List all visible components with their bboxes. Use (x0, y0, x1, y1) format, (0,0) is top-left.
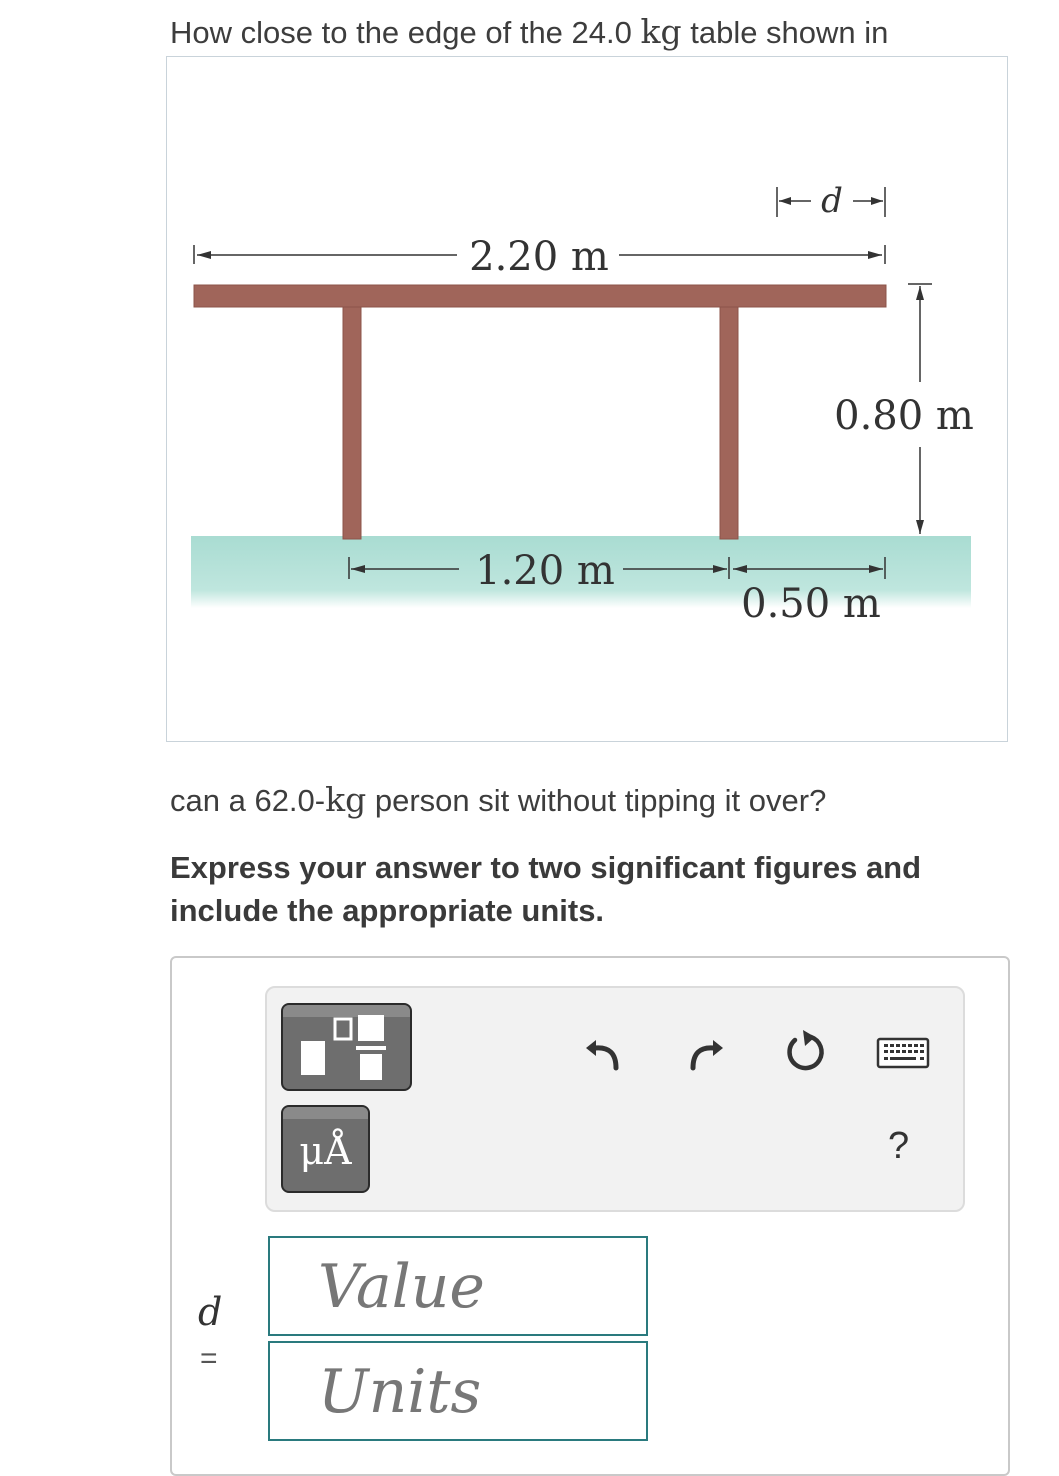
units-button[interactable] (281, 1105, 370, 1193)
unit-kg: kg (325, 780, 367, 819)
units-placeholder: Units (318, 1357, 482, 1427)
value-placeholder: Value (318, 1252, 485, 1322)
answer-instructions: Express your answer to two significant figures and include the appropriate units. (170, 850, 922, 928)
undo-icon[interactable] (582, 1028, 626, 1072)
templates-button[interactable] (281, 1003, 412, 1091)
table-figure (166, 56, 1008, 742)
redo-icon[interactable] (683, 1028, 727, 1072)
question-text-part: How close to the edge of the 24.0 (170, 15, 641, 50)
help-button[interactable]: ? (888, 1125, 910, 1167)
reset-icon[interactable] (781, 1028, 829, 1076)
table-leg-right (720, 307, 738, 539)
question-text-part: person sit without tipping it over? (366, 783, 827, 818)
question-line-1 (170, 12, 888, 51)
equals-sign: = (200, 1342, 218, 1375)
answer-variable: d (198, 1290, 223, 1334)
label-2-20: 2.20 m (469, 234, 609, 280)
fraction-template-icon (283, 1005, 410, 1089)
label-0-80: 0.80 m (834, 393, 974, 439)
keyboard-icon[interactable] (876, 1036, 932, 1072)
question-text-part: can a 62.0- (170, 783, 326, 818)
question-text-part: table shown in (681, 15, 889, 50)
label-1-20: 1.20 m (475, 548, 615, 594)
unit-kg: kg (640, 12, 682, 51)
units-button-label: μÅ (299, 1129, 352, 1173)
table-diagram (167, 57, 1009, 743)
units-input[interactable] (268, 1341, 648, 1441)
label-0-50: 0.50 m (741, 581, 881, 627)
value-input[interactable] (268, 1236, 648, 1336)
question-line-2 (170, 780, 826, 819)
button-top-bar (283, 1107, 368, 1119)
table-leg-left (343, 307, 361, 539)
table-top (194, 285, 886, 307)
label-d: d (821, 181, 843, 221)
